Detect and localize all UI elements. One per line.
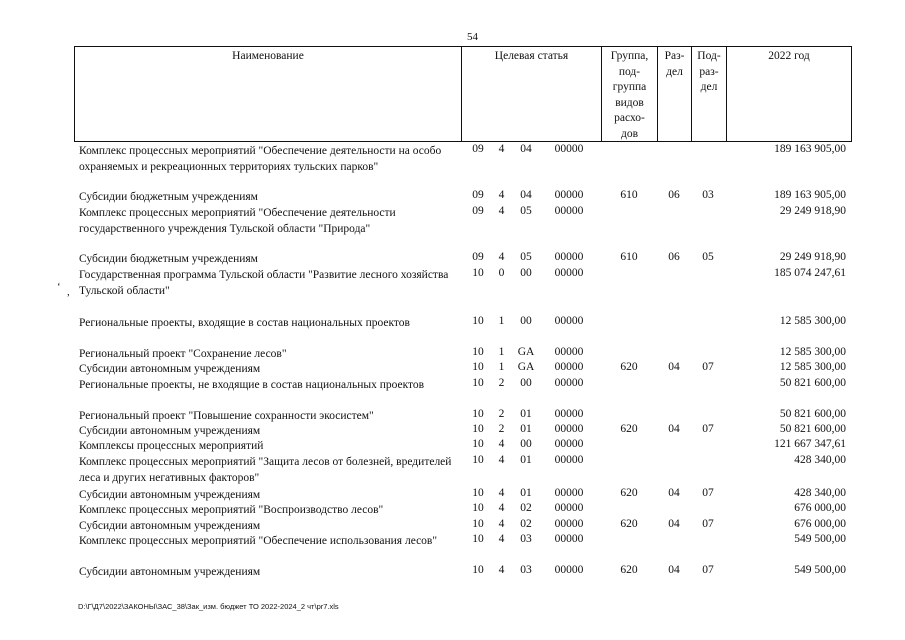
row-name: Комплекс процессных мероприятий "Обеспечение деятельности на особо охраняемых и рекреационных территориях тульских парков" xyxy=(79,145,442,173)
row-amount: 50 821 600,00 xyxy=(779,423,846,435)
row-code-c2: 4 xyxy=(498,518,505,530)
row-code-c2: 4 xyxy=(498,205,505,217)
row-code-c7: 07 xyxy=(702,423,714,435)
row-code-c3: GA xyxy=(517,346,535,358)
header-group-line: видов xyxy=(615,96,644,109)
row-amount: 29 249 918,90 xyxy=(779,251,846,263)
row-code-c5: 620 xyxy=(620,361,638,373)
row-code-c4: 00000 xyxy=(554,518,584,530)
header-section-line: Раз- xyxy=(664,50,685,62)
row-code-c4: 00000 xyxy=(554,346,584,358)
row-amount: 549 500,00 xyxy=(794,564,846,576)
row-code-c2: 4 xyxy=(498,533,505,545)
row-code-c2: 4 xyxy=(498,251,505,263)
row-code-c5: 620 xyxy=(620,487,638,499)
row-amount: 676 000,00 xyxy=(794,502,846,514)
row-code-c7: 07 xyxy=(702,361,714,373)
row-amount: 50 821 600,00 xyxy=(779,377,846,389)
table-header xyxy=(74,46,852,142)
row-code-c5: 610 xyxy=(620,251,638,263)
row-code-c3: 01 xyxy=(520,408,532,420)
row-code-c1: 10 xyxy=(472,502,484,514)
row-name: Государственная программа Тульской области "Развитие лесного хозяйства Тульской области" xyxy=(79,269,449,297)
row-code-c2: 4 xyxy=(498,189,505,201)
row-code-c4: 00000 xyxy=(554,564,584,576)
row-code-c1: 10 xyxy=(472,315,484,327)
row-amount: 185 074 247,61 xyxy=(774,267,846,279)
row-code-c2: 2 xyxy=(498,423,505,435)
row-code-c4: 00000 xyxy=(554,377,584,389)
header-group-line: под- xyxy=(618,65,641,78)
row-code-c5: 620 xyxy=(620,518,638,530)
row-code-c6: 04 xyxy=(668,518,680,530)
row-name: Региональные проекты, не входящие в состав национальных проектов xyxy=(79,379,425,391)
row-name: Субсидии автономным учреждениям xyxy=(79,489,261,501)
row-code-c4: 00000 xyxy=(554,361,584,373)
row-code-c1: 10 xyxy=(472,533,484,545)
row-code-c1: 10 xyxy=(472,564,484,576)
row-name: Региональный проект "Повышение сохранности экосистем" xyxy=(79,410,374,422)
row-amount: 12 585 300,00 xyxy=(779,361,846,373)
row-name: Комплекс процессных мероприятий "Защита лесов от болезней, вредителей леса и других негативных факторов" xyxy=(79,456,452,484)
row-code-c2: 2 xyxy=(498,377,505,389)
footer-file-path: D:\Г\Д7\2022\ЗАКОНЫ\ЗАС_38\Зак_изм. бюджет ТО 2022-2024_2 чт\pr7.xls xyxy=(78,602,339,611)
row-code-c5: 620 xyxy=(620,564,638,576)
row-name: Комплексы процессных мероприятий xyxy=(79,440,264,452)
row-code-c2: 4 xyxy=(498,454,505,466)
row-code-c4: 00000 xyxy=(554,423,584,435)
row-name: Комплекс процессных мероприятий "Обеспечение деятельности государственного учреждения Тульской области "Природа" xyxy=(79,207,396,235)
row-amount: 50 821 600,00 xyxy=(779,408,846,420)
row-code-c6: 04 xyxy=(668,423,680,435)
row-code-c7: 07 xyxy=(702,564,714,576)
row-code-c6: 04 xyxy=(668,361,680,373)
row-code-c1: 10 xyxy=(472,423,484,435)
row-code-c6: 04 xyxy=(668,487,680,499)
row-code-c7: 07 xyxy=(702,487,714,499)
header-group-line: дов xyxy=(620,127,639,140)
header-subsection xyxy=(691,47,726,141)
row-code-c4: 00000 xyxy=(554,267,584,279)
row-code-c3: 05 xyxy=(520,205,532,217)
row-name: Субсидии бюджетным учреждениям xyxy=(79,191,258,203)
row-code-c3: 01 xyxy=(520,454,532,466)
row-code-c7: 05 xyxy=(702,251,714,263)
header-group xyxy=(601,47,657,141)
row-code-c6: 04 xyxy=(668,564,680,576)
row-code-c1: 10 xyxy=(472,267,484,279)
row-code-c4: 00000 xyxy=(554,487,584,499)
row-code-c3: 04 xyxy=(520,143,532,155)
row-code-c1: 10 xyxy=(472,408,484,420)
row-code-c3: 02 xyxy=(520,502,532,514)
row-code-c2: 4 xyxy=(498,143,505,155)
row-name: Субсидии автономным учреждениям xyxy=(79,566,261,578)
row-amount: 428 340,00 xyxy=(794,487,846,499)
row-code-c4: 00000 xyxy=(554,189,584,201)
row-code-c2: 4 xyxy=(498,564,505,576)
row-code-c4: 00000 xyxy=(554,502,584,514)
row-code-c2: 0 xyxy=(498,267,505,279)
row-name: Субсидии бюджетным учреждениям xyxy=(79,253,258,265)
row-code-c7: 03 xyxy=(702,189,714,201)
header-section-line: дел xyxy=(666,65,683,78)
row-amount: 121 667 347,61 xyxy=(774,438,846,450)
header-target: Целевая статья xyxy=(461,47,601,141)
row-code-c5: 610 xyxy=(620,189,638,201)
header-section xyxy=(657,47,691,141)
row-amount: 29 249 918,90 xyxy=(779,205,846,217)
row-code-c4: 00000 xyxy=(554,408,584,420)
row-code-c1: 09 xyxy=(472,251,484,263)
row-code-c3: 01 xyxy=(520,423,532,435)
row-code-c1: 10 xyxy=(472,361,484,373)
row-code-c3: 02 xyxy=(520,518,532,530)
scan-mark: , xyxy=(67,286,70,298)
row-code-c6: 06 xyxy=(668,251,680,263)
row-name: Субсидии автономным учреждениям xyxy=(79,363,261,375)
row-amount: 189 163 905,00 xyxy=(774,143,846,155)
header-group-line: группа xyxy=(612,81,647,93)
row-code-c4: 00000 xyxy=(554,205,584,217)
row-amount: 549 500,00 xyxy=(794,533,846,545)
row-code-c3: 03 xyxy=(520,533,532,545)
row-code-c3: 03 xyxy=(520,564,532,576)
row-code-c1: 10 xyxy=(472,454,484,466)
row-code-c3: 00 xyxy=(520,315,532,327)
row-code-c1: 10 xyxy=(472,346,484,358)
row-code-c3: GA xyxy=(517,361,535,373)
row-code-c2: 1 xyxy=(498,315,505,327)
row-code-c4: 00000 xyxy=(554,454,584,466)
row-code-c1: 10 xyxy=(472,487,484,499)
row-code-c3: 00 xyxy=(520,377,532,389)
row-code-c3: 04 xyxy=(520,189,532,201)
row-code-c2: 4 xyxy=(498,438,505,450)
row-code-c2: 2 xyxy=(498,408,505,420)
row-name: Комплекс процессных мероприятий "Обеспечение использования лесов" xyxy=(79,535,438,547)
row-code-c1: 09 xyxy=(472,143,484,155)
row-name: Региональные проекты, входящие в состав национальных проектов xyxy=(79,317,410,329)
header-year: 2022 год xyxy=(726,47,851,141)
row-code-c3: 05 xyxy=(520,251,532,263)
row-code-c4: 00000 xyxy=(554,143,584,155)
header-name: Наименование xyxy=(232,50,304,62)
row-amount: 428 340,00 xyxy=(794,454,846,466)
scan-mark: ‘ xyxy=(57,281,61,293)
row-code-c6: 06 xyxy=(668,189,680,201)
row-name: Комплекс процессных мероприятий "Воспроизводство лесов" xyxy=(79,504,384,516)
row-code-c1: 09 xyxy=(472,205,484,217)
row-code-c1: 09 xyxy=(472,189,484,201)
row-code-c1: 10 xyxy=(472,377,484,389)
header-group-line: Группа, xyxy=(610,50,649,62)
row-amount: 12 585 300,00 xyxy=(779,346,846,358)
row-code-c1: 10 xyxy=(472,518,484,530)
page-number: 54 xyxy=(467,31,478,43)
header-subsection-line: раз- xyxy=(699,65,719,78)
row-code-c4: 00000 xyxy=(554,533,584,545)
row-code-c4: 00000 xyxy=(554,315,584,327)
header-subsection-line: дел xyxy=(700,81,718,93)
row-amount: 12 585 300,00 xyxy=(779,315,846,327)
row-amount: 676 000,00 xyxy=(794,518,846,530)
row-name: Региональный проект "Сохранение лесов" xyxy=(79,348,287,360)
row-code-c7: 07 xyxy=(702,518,714,530)
row-name: Субсидии автономным учреждениям xyxy=(79,425,261,437)
row-code-c2: 4 xyxy=(498,487,505,499)
row-code-c4: 00000 xyxy=(554,438,584,450)
row-code-c5: 620 xyxy=(620,423,638,435)
row-code-c4: 00000 xyxy=(554,251,584,263)
header-group-line: расхо- xyxy=(614,112,645,124)
row-code-c2: 4 xyxy=(498,502,505,514)
row-amount: 189 163 905,00 xyxy=(774,189,846,201)
row-code-c1: 10 xyxy=(472,438,484,450)
row-name: Субсидии автономным учреждениям xyxy=(79,520,261,532)
row-code-c2: 1 xyxy=(498,346,505,358)
row-code-c3: 00 xyxy=(520,267,532,279)
row-code-c3: 00 xyxy=(520,438,532,450)
row-code-c2: 1 xyxy=(498,361,505,373)
header-subsection-line: Под- xyxy=(697,50,721,62)
row-code-c3: 01 xyxy=(520,487,532,499)
